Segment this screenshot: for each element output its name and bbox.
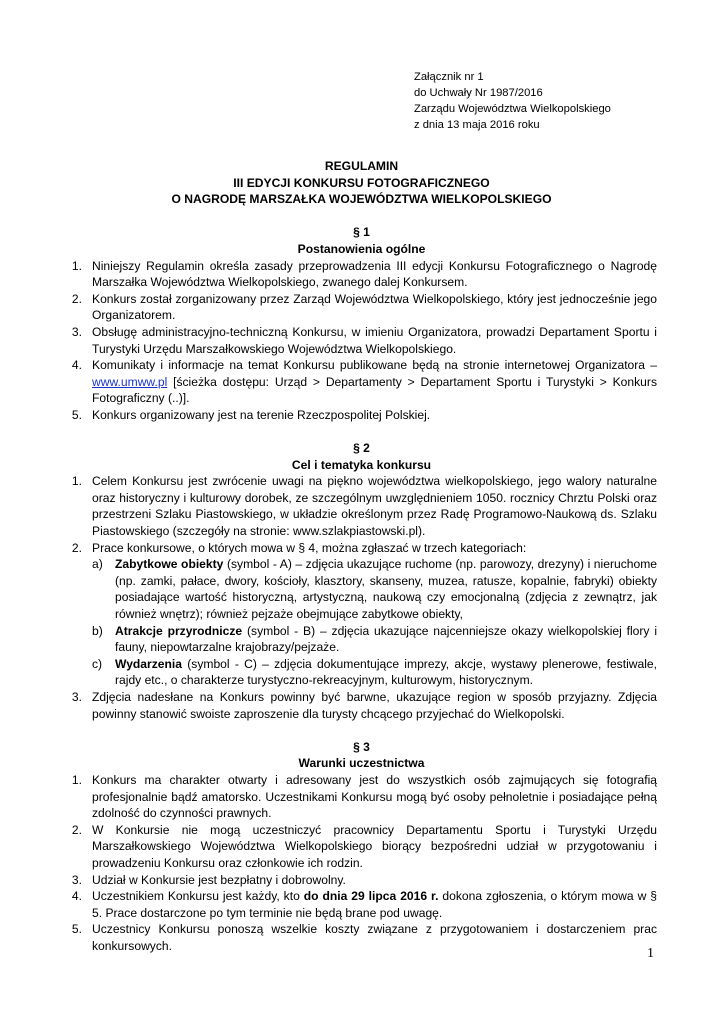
section-symbol: § 3 — [353, 739, 370, 754]
item-text: Zdjęcia nadesłane na Konkurs powinny być barwne, ukazujące region w sposób przyjazny. Zdjęcia powinny stanowić swoiste zaproszenie dla turysty chcącego przyjechać do Wielkopolski. — [92, 690, 657, 721]
category-item — [92, 556, 657, 622]
category-letter: b) — [92, 623, 103, 638]
section-heading: Cel i tematyka konkursu — [291, 457, 432, 472]
item-text: Uczestnikiem Konkursu jest każdy, kto — [92, 889, 304, 904]
header-line: z dnia 13 maja 2016 roku — [414, 119, 540, 131]
list-item — [66, 822, 657, 872]
item-text: Celem Konkursu jest zwrócenie uwagi na piękno województwa wielkopolskiego, jego walory naturalne oraz historyczny i kulturowy dorobek, ze szczególnym uwzględnieniem 1050. rocznicy Chrztu Polski oraz przestrzeni Szlaku Piastowskiego, w układzie określonym przez Radę Programowo-Naukową ds. Szlaku Piastowskiego (szczegóły na stronie: www.szlakpiastowski.pl). — [92, 474, 657, 539]
category-name: Wydarzenia — [115, 656, 182, 671]
section-symbol: § 1 — [353, 225, 370, 240]
header-line: do Uchwały Nr 1987/2016 — [414, 87, 543, 99]
organizer-website-link[interactable]: www.umww.pl — [92, 374, 168, 389]
section-1 — [66, 224, 657, 423]
item-number: 3. — [71, 324, 82, 339]
deadline-date: do dnia 29 lipca 2016 r. — [303, 889, 439, 904]
header-line: Zarządu Województwa Wielkopolskiego — [414, 103, 611, 115]
item-number: 2. — [71, 291, 82, 306]
item-number: 5. — [71, 407, 82, 422]
section-items — [66, 258, 657, 424]
section-3 — [66, 739, 657, 955]
item-text: Konkurs ma charakter otwarty i adresowany jest do wszystkich osób zajmujących się fotografią profesjonalnie bądź amatorsko. Uczestnikami Konkursu mogą być osoby pełnoletnie i posiadające pełną zdolność do czynności prawnych. — [92, 772, 657, 821]
list-item — [66, 540, 657, 689]
item-number: 1. — [71, 258, 82, 273]
item-number: 4. — [71, 358, 82, 373]
item-number: 5. — [71, 922, 82, 937]
page-number: 1 — [647, 946, 654, 961]
item-number: 2. — [71, 540, 82, 555]
category-list — [92, 556, 657, 689]
list-item — [66, 689, 657, 722]
item-number: 4. — [71, 889, 82, 904]
document-title — [66, 158, 657, 208]
section-symbol: § 2 — [353, 441, 370, 456]
item-number: 1. — [71, 772, 82, 787]
section-items — [66, 772, 657, 955]
attachment-header — [414, 69, 611, 133]
section-2 — [66, 440, 657, 722]
list-item — [66, 473, 657, 539]
item-number: 3. — [71, 690, 82, 704]
header-line: Załącznik nr 1 — [414, 71, 484, 83]
item-text: [ścieżka dostępu: Urząd > Departamenty > Departament Sportu i Turystyki > Konkurs Fotograficzny (..)]. — [92, 374, 657, 406]
item-text: Uczestnicy Konkursu ponoszą wszelkie koszty związane z przygotowaniem i dostarczeniem prac konkursowych. — [92, 922, 657, 953]
document-body — [66, 158, 657, 955]
list-item — [66, 258, 657, 291]
category-text: (symbol - C) – zdjęcia dokumentujące imprezy, akcje, wystawy plenerowe, festiwale, rajdy etc., o charakterze turystyczno-rekreacyjnym, kulturowym, historycznym. — [115, 656, 657, 688]
title-line: REGULAMIN — [324, 159, 399, 173]
section-items — [66, 473, 657, 722]
category-name: Zabytkowe obiekty — [115, 557, 224, 572]
item-text: W Konkursie nie mogą uczestniczyć pracownicy Departamentu Sportu i Turystyki Urzędu Marszałkowskiego Województwa Wielkopolskiego biorący bezpośredni udział w przygotowaniu i prowadzeniu Konkursu oraz członkowie ich rodzin. — [92, 822, 657, 870]
category-letter: a) — [92, 557, 103, 572]
list-item — [66, 921, 657, 954]
item-text: dokona zgłoszenia, o którym mowa w § 5. Prace dostarczone po tym terminie nie będą brane pod uwagę. — [92, 889, 657, 920]
item-number: 1. — [71, 474, 82, 489]
item-text: Komunikaty i informacje na temat Konkursu publikowane będą na stronie internetowej Organizatora – — [92, 358, 657, 373]
list-item — [66, 888, 657, 921]
item-number: 2. — [71, 822, 82, 837]
list-item — [66, 357, 657, 407]
list-item — [66, 324, 657, 357]
section-heading: Postanowienia ogólne — [297, 241, 426, 256]
category-text: (symbol - B) – zdjęcia ukazujące najcenniejsze okazy wielkopolskiej flory i fauny, niepowtarzalne krajobrazy/pejzaże. — [115, 623, 658, 655]
category-name: Atrakcje przyrodnicze — [115, 623, 243, 638]
category-item — [92, 656, 657, 689]
section-heading: Warunki uczestnictwa — [298, 756, 425, 771]
list-item — [66, 291, 657, 324]
item-text: Niniejszy Regulamin określa zasady przeprowadzenia III edycji Konkursu Fotograficznego o Nagrodę Marszałka Województwa Wielkopolskiego, zwanego dalej Konkursem. — [92, 258, 657, 290]
title-line: O NAGRODĘ MARSZAŁKA WOJEWÓDZTWA WIELKOPOLSKIEGO — [171, 192, 552, 207]
item-text: Obsługę administracyjno-techniczną Konkursu, w imieniu Organizatora, prowadzi Departament Sportu i Turystyki Urzędu Marszałkowskiego Województwa Wielkopolskiego. — [92, 324, 657, 356]
category-text: (symbol - A) – zdjęcia ukazujące ruchome (np. parowozy, drezyny) i nieruchome (np. zamki, pałace, dwory, kościoły, klasztory, skanseny, muzea, ratusze, kopalnie, fabryki) obiekty posiadające wartość historyczną, artystyczną, naukową czy emocjonalną (zdjęcia z zewnątrz, jak również wnętrz); również pejzaże obejmujące zabytkowe obiekty, — [115, 557, 657, 622]
item-text: Konkurs został zorganizowany przez Zarząd Województwa Wielkopolskiego, który jest jednocześnie jego Organizatorem. — [92, 291, 657, 323]
title-line: III EDYCJI KONKURSU FOTOGRAFICZNEGO — [233, 175, 490, 190]
list-item — [66, 872, 657, 889]
item-text: Konkurs organizowany jest na terenie Rzeczpospolitej Polskiej. — [92, 407, 431, 422]
category-item — [92, 623, 657, 656]
list-item — [66, 407, 657, 424]
item-text: Udział w Konkursie jest bezpłatny i dobrowolny. — [92, 872, 346, 887]
category-letter: c) — [92, 656, 103, 671]
item-text: Prace konkursowe, o których mowa w § 4, można zgłaszać w trzech kategoriach: — [92, 540, 527, 555]
item-number: 3. — [71, 872, 82, 887]
list-item — [66, 772, 657, 822]
